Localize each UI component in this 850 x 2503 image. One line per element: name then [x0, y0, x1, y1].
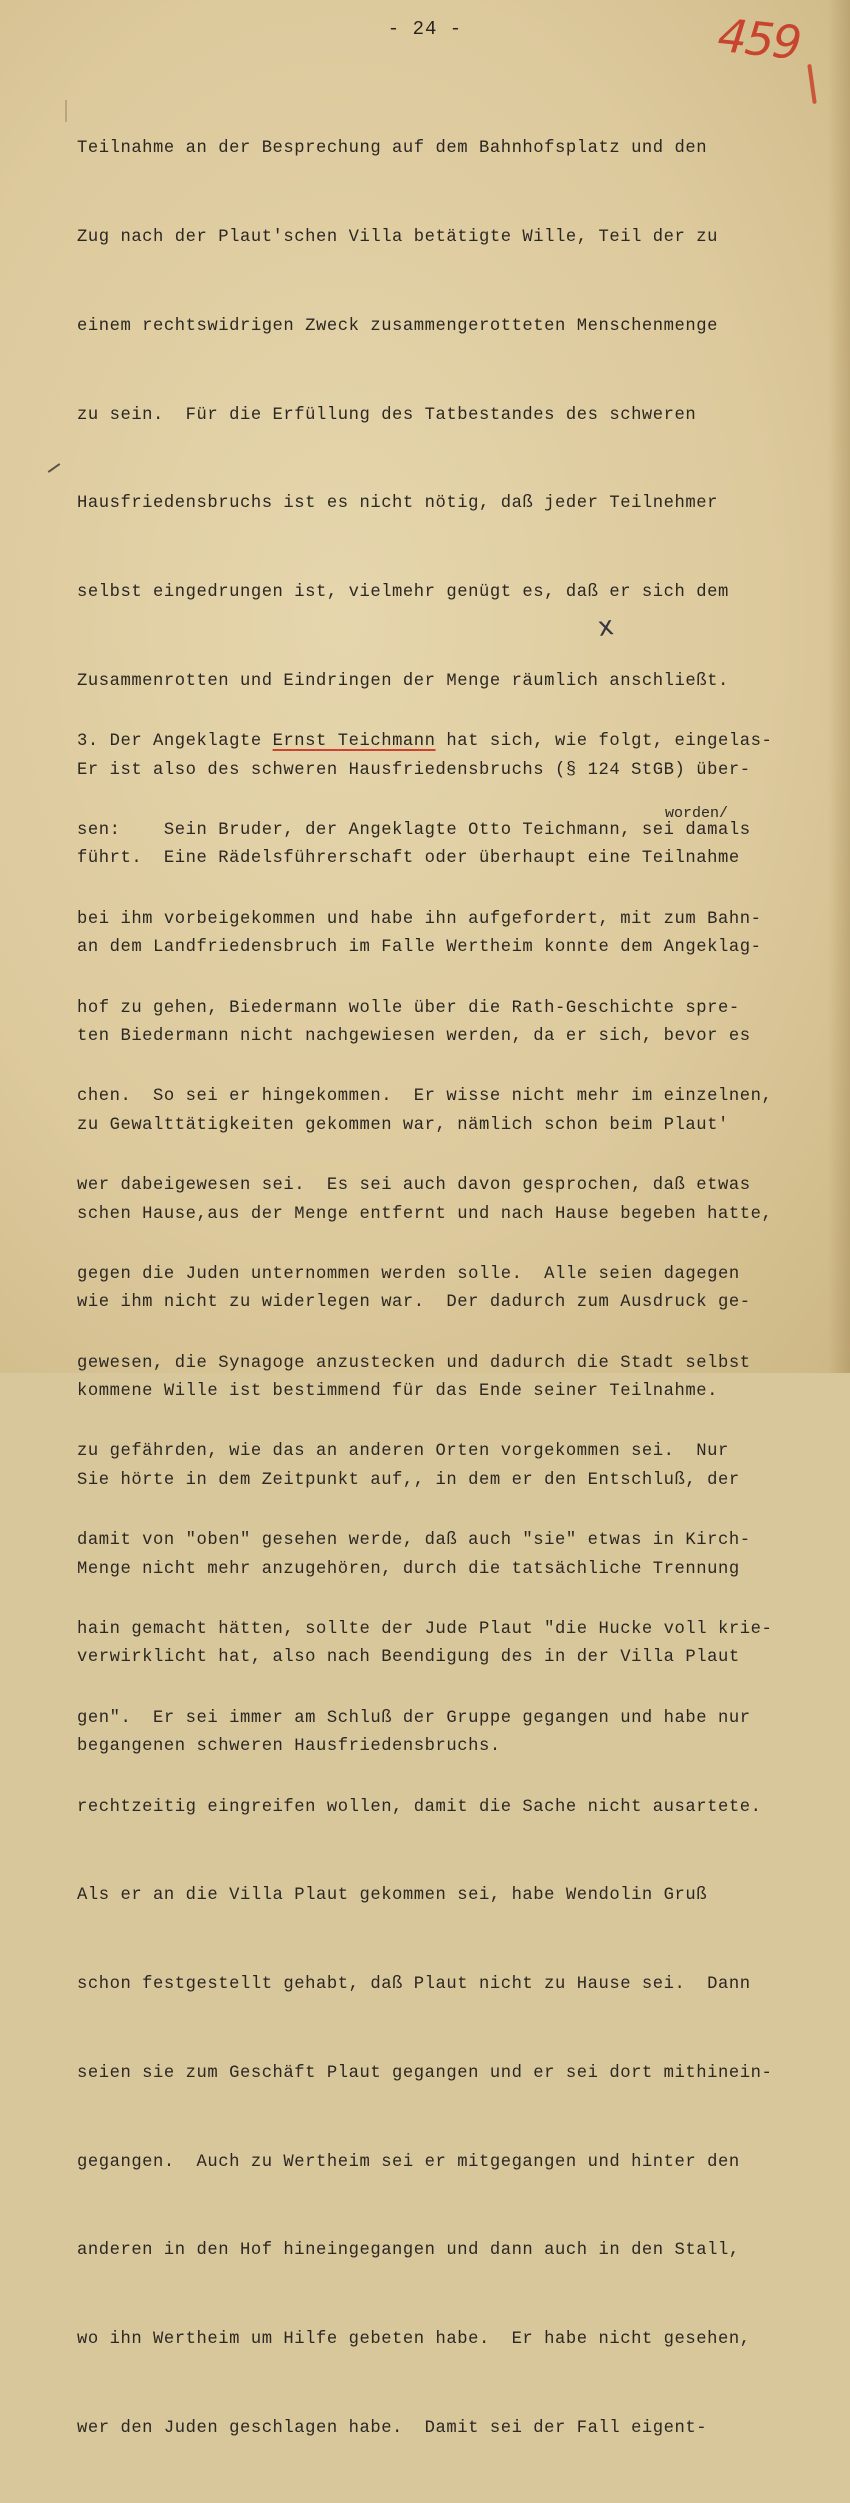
text-line: kommene Wille ist bestimmend für das Ende seiner Teilnahme.	[77, 1382, 718, 1402]
text-line: schen Hause,aus der Menge entfernt und nach Hause begeben hatte,	[77, 1204, 773, 1224]
text-line: rechtzeitig eingreifen wollen, damit die Sache nicht ausartete.	[77, 1797, 762, 1817]
text-line: bei ihm vorbeigekommen und habe ihn aufgefordert, mit zum Bahn-	[77, 909, 762, 929]
text-line: Zug nach der Plaut'schen Villa betätigte Wille, Teil der zu	[77, 227, 718, 247]
text-line: begangenen schweren Hausfriedensbruchs.	[77, 1737, 501, 1757]
text-line: Hausfriedensbruchs ist es nicht nötig, daß jeder Teilnehmer	[77, 494, 718, 514]
text-line: wer dabeigewesen sei. Es sei auch davon gesprochen, daß etwas	[77, 1176, 751, 1196]
text-line: Menge nicht mehr anzugehören, durch die tatsächliche Trennung	[77, 1559, 740, 1579]
text-line: ten Biedermann nicht nachgewiesen werden, da er sich, bevor es	[77, 1027, 751, 1046]
text-line: führt. Eine Rädelsführerschaft oder überhaupt eine Teilnahme	[77, 849, 740, 869]
page-number: - 24 -	[387, 18, 463, 40]
text-line: gegangen. Auch zu Wertheim sei er mitgegangen und hinter den	[77, 2152, 740, 2172]
item-intro: 3. Der Angeklagte	[77, 732, 273, 752]
margin-tick-mark	[48, 463, 61, 473]
text-line: seien sie zum Geschäft Plaut gegangen und er sei dort mithinein-	[77, 2063, 773, 2083]
text-line: an dem Landfriedensbruch im Falle Wertheim konnte dem Angeklag-	[77, 938, 762, 958]
text-line: Teilnahme an der Besprechung auf dem Bahnhofsplatz und den	[77, 139, 708, 159]
text-line: Sie hörte in dem Zeitpunkt auf,, in dem er den Entschluß, der	[77, 1470, 740, 1490]
handwritten-x-mark: x	[595, 611, 616, 643]
folio-text: 459	[715, 7, 803, 71]
text-line: damit von "oben" gesehen werde, daß auch "sie" etwas in Kirch-	[77, 1531, 751, 1551]
text-line: hof zu gehen, Biedermann wolle über die Rath-Geschichte spre-	[77, 998, 740, 1018]
text-line: gewesen, die Synagoge anzustecken und dadurch die Stadt selbst	[77, 1353, 751, 1373]
text-line: hain gemacht hätten, sollte der Jude Plaut "die Hucke voll krie-	[77, 1620, 773, 1639]
text-line: chen. So sei er hingekommen. Er wisse nicht mehr im einzelnen,	[77, 1087, 773, 1107]
text-line: zu Gewalttätigkeiten gekommen war, nämlich schon beim Plaut'	[77, 1115, 729, 1135]
text-line: zu sein. Für die Erfüllung des Tatbestandes des schweren	[77, 405, 697, 425]
text-line: Zusammenrotten und Eindringen der Menge räumlich anschließt.	[77, 671, 729, 691]
text-line: gen". Er sei immer am Schluß der Gruppe gegangen und habe nur	[77, 1708, 751, 1728]
text-line: anderen in den Hof hineingegangen und dann auch in den Stall,	[77, 2241, 740, 2261]
text-line: Er ist also des schweren Hausfriedensbruchs (§ 124 StGB) über-	[77, 760, 751, 780]
text-line: wer den Juden geschlagen habe. Damit sei der Fall eigent-	[77, 2419, 708, 2439]
text-line: einem rechtswidrigen Zweck zusammengerotteten Menschenmenge	[77, 316, 718, 336]
text-line: zu gefährden, wie das an anderen Orten vorgekommen sei. Nur	[77, 1442, 729, 1462]
text-line: Als er an die Villa Plaut gekommen sei, habe Wendolin Gruß	[77, 1886, 708, 1906]
text-line: sen: Sein Bruder, der Angeklagte Otto Teichmann, sei damals	[77, 820, 751, 840]
text-line: verwirklicht hat, also nach Beendigung des in der Villa Plaut	[77, 1648, 740, 1668]
text-line: selbst eingedrungen ist, vielmehr genügt es, daß er sich dem	[77, 583, 729, 603]
margin-mark	[65, 100, 67, 122]
paragraph-section-3	[77, 668, 837, 2503]
handwritten-folio-number	[715, 7, 828, 82]
text-line: gegen die Juden unternommen werden solle. Alle seien dagegen	[77, 1264, 740, 1284]
text-line-heading	[77, 727, 837, 757]
underlined-name: Ernst Teichmann	[272, 732, 436, 752]
item-intro-rest: hat sich, wie folgt, eingelas-	[435, 732, 773, 752]
text-line: wie ihm nicht zu widerlegen war. Der dadurch zum Ausdruck ge-	[77, 1293, 751, 1313]
typed-insertion: worden/	[665, 805, 729, 822]
text-line: schon festgestellt gehabt, daß Plaut nicht zu Hause sei. Dann	[77, 1975, 751, 1995]
text-line: wo ihn Wertheim um Hilfe gebeten habe. Er habe nicht gesehen,	[77, 2330, 751, 2350]
